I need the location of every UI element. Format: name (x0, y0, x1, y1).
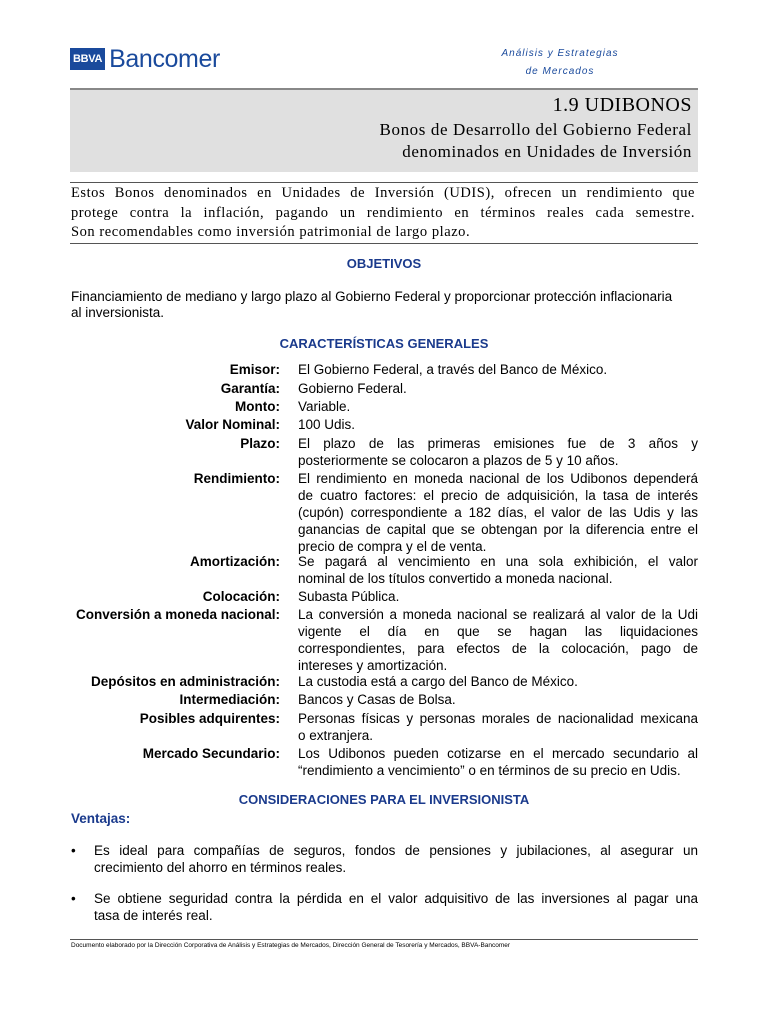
department-line-1: Análisis y Estrategias (501, 48, 619, 59)
feature-value-line: El Gobierno Federal, a través del Banco de México. (298, 362, 608, 377)
subtitle-line-2: denominados en Unidades de Inversión (402, 142, 692, 161)
feature-value (298, 435, 698, 469)
bancomer-logo-text: Bancomer (109, 45, 220, 73)
caracteristicas-heading: CARACTERÍSTICAS GENERALES (279, 336, 489, 351)
feature-label: Monto: (235, 399, 280, 414)
feature-value (298, 553, 698, 587)
feature-value (298, 361, 698, 378)
bullet-text-line: Se obtiene seguridad contra la pérdida en el valor adquisitivo de las inversiones al pagar una (94, 891, 698, 906)
feature-value-line: Bancos y Casas de Bolsa. (298, 692, 456, 707)
bullet-text-line: Es ideal para compañías de seguros, fondos de pensiones y jubilaciones, al asegurar un (94, 843, 698, 858)
feature-value-line: La custodia está a cargo del Banco de México. (298, 674, 578, 689)
feature-value-line: Se pagará al vencimiento en una sola exhibición, el valor (298, 554, 698, 569)
intro-line: Estos Bonos denominados en Unidades de Inversión (UDIS), ofrecen un rendimiento que (71, 185, 695, 201)
feature-value-line: nominal de los títulos convertido a moneda nacional. (298, 571, 613, 586)
objetivos-text-line: Financiamiento de mediano y largo plazo al Gobierno Federal y proporcionar protección inflacionaria (71, 289, 673, 304)
footer-note: Documento elaborado por la Dirección Corporativa de Análisis y Estrategias de Mercados, Dirección General de Tesorería y Mercados, BBVA-Bancomer (71, 942, 511, 949)
feature-value-line: El plazo de las primeras emisiones fue de 3 años y (298, 436, 698, 451)
bullet-text (94, 890, 698, 924)
feature-value-line: posteriormente se colocaron a plazos de 5 y 10 años. (298, 453, 619, 468)
page-title: 1.9 UDIBONOS (552, 94, 692, 116)
intro-bottom-rule (70, 243, 698, 244)
bullet-icon: • (71, 843, 76, 858)
feature-value (298, 710, 698, 744)
feature-value (298, 588, 698, 605)
feature-value-line: ganancias de capital que se obtengan por la diferencia entre el (298, 522, 698, 537)
feature-value (298, 416, 698, 433)
bullet-text (94, 842, 698, 876)
feature-value-line: (cupón) correspondiente a 182 días, el valor de las Udis y las (298, 505, 698, 520)
feature-label: Valor Nominal: (185, 417, 280, 432)
feature-value-line: Variable. (298, 399, 351, 414)
feature-label: Rendimiento: (193, 471, 280, 486)
feature-value (298, 398, 698, 415)
feature-value (298, 691, 698, 708)
feature-value-line: Los Udibonos pueden cotizarse en el mercado secundario al (298, 746, 698, 761)
feature-value-line: vigente el día en que se hagan las liquidaciones (298, 624, 698, 639)
feature-value-line: “rendimiento a vencimiento” o en términos de su precio en Udis. (298, 763, 681, 778)
feature-value-line: correspondientes, para efectos de la colocación, pago de (298, 641, 698, 656)
feature-value-line: 100 Udis. (298, 417, 356, 432)
consideraciones-heading: CONSIDERACIONES PARA EL INVERSIONISTA (238, 792, 530, 807)
footer-rule (70, 939, 698, 940)
feature-value (298, 380, 698, 397)
feature-label: Conversión a moneda nacional: (75, 607, 280, 622)
intro-line: Son recomendables como inversión patrimonial de largo plazo. (71, 224, 471, 240)
feature-label: Mercado Secundario: (142, 746, 280, 761)
feature-value (298, 470, 698, 555)
bullet-icon: • (71, 891, 76, 906)
feature-value (298, 745, 698, 779)
feature-label: Colocación: (202, 589, 280, 604)
feature-value-line: Gobierno Federal. (298, 381, 407, 396)
subtitle-line-1: Bonos de Desarrollo del Gobierno Federal (379, 120, 692, 139)
feature-label: Amortización: (189, 554, 280, 569)
feature-label: Depósitos en administración: (90, 674, 280, 689)
title-box (70, 88, 698, 172)
feature-value-line: de cuatro factores: el precio de adquisición, la tasa de interés (298, 488, 698, 503)
feature-value (298, 606, 698, 674)
bullet-text-line: tasa de interés real. (94, 908, 213, 923)
ventajas-label: Ventajas: (71, 811, 131, 826)
objetivos-text-line: al inversionista. (71, 305, 165, 320)
feature-value (298, 673, 698, 690)
feature-value-line: El rendimiento en moneda nacional de los Udibonos dependerá (298, 471, 698, 486)
department-line-2: de Mercados (525, 66, 595, 77)
feature-value-line: Personas físicas y personas morales de nacionalidad mexicana (298, 711, 698, 726)
bbva-bancomer-logo (70, 44, 220, 74)
feature-label: Emisor: (229, 362, 280, 377)
feature-label: Intermediación: (179, 692, 280, 707)
feature-value-line: intereses y amortización. (298, 658, 448, 673)
feature-value-line: Subasta Pública. (298, 589, 400, 604)
feature-value-line: o extranjera. (298, 728, 374, 743)
intro-top-rule (70, 182, 698, 183)
feature-value-line: precio de compra y el de venta. (298, 539, 487, 554)
intro-line: protege contra la inflación, pagando un rendimiento en términos reales cada semestre. (71, 205, 695, 221)
feature-label: Garantía: (220, 381, 280, 396)
bbva-logo-mark: BBVA (70, 48, 105, 70)
bullet-text-line: crecimiento del ahorro en términos reales. (94, 860, 347, 875)
feature-label: Posibles adquirentes: (139, 711, 280, 726)
feature-label: Plazo: (240, 436, 280, 451)
objetivos-heading: OBJETIVOS (346, 256, 422, 271)
feature-value-line: La conversión a moneda nacional se realizará al valor de la Udi (298, 607, 698, 622)
